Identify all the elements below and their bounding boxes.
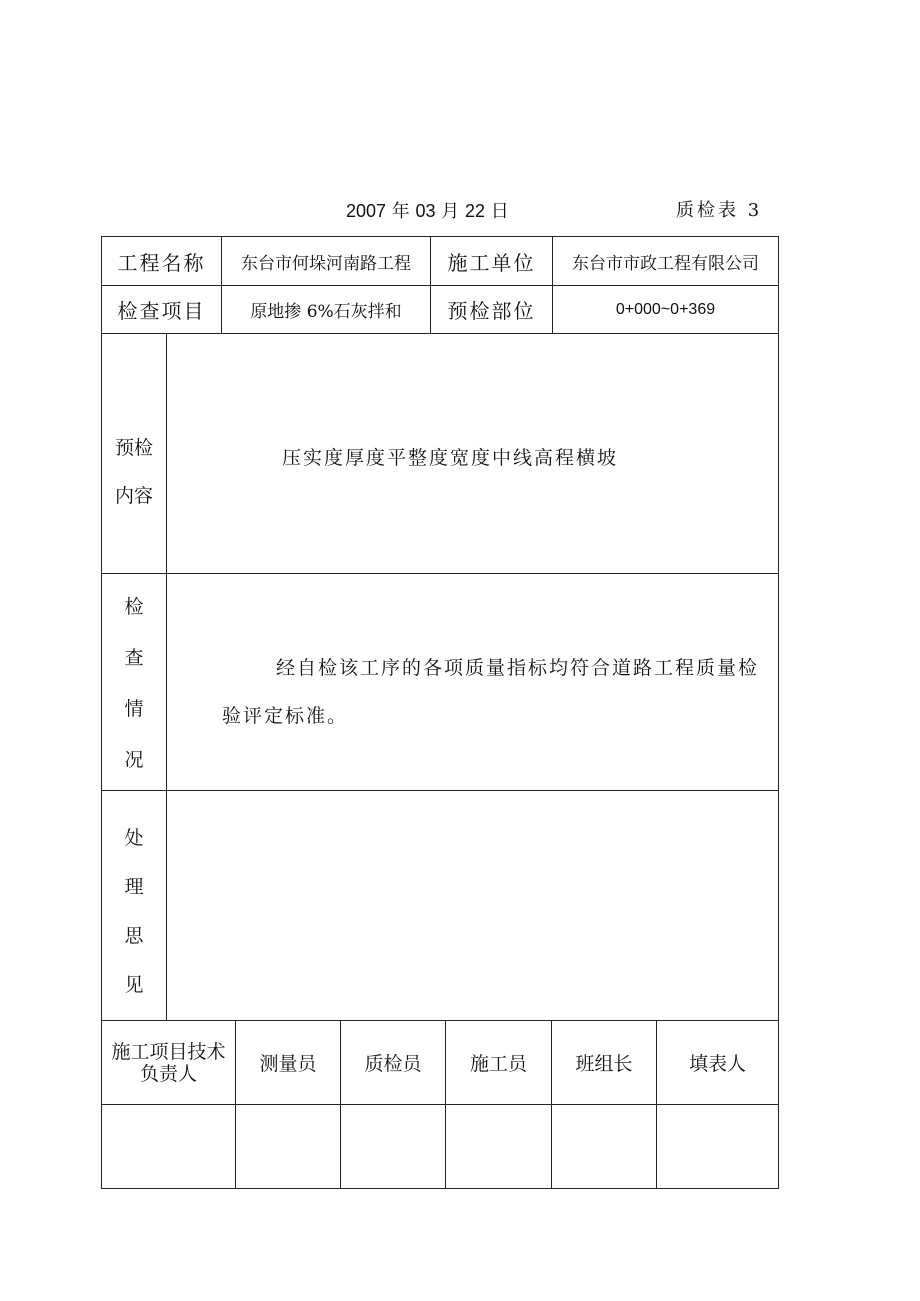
sig-header-constructor: 施工员 bbox=[469, 1053, 527, 1075]
handling-opinion-label: 处 理 思 见 bbox=[124, 827, 144, 996]
handling-opinion-field[interactable] bbox=[167, 791, 778, 1020]
inspection-item-value: 原地掺 6%石灰拌和 bbox=[250, 302, 402, 322]
sig-field-constructor[interactable] bbox=[446, 1105, 551, 1188]
date-year-unit: 年 bbox=[391, 201, 410, 222]
sig-header-form-filler: 填表人 bbox=[688, 1053, 746, 1075]
sig-header-surveyor: 测量员 bbox=[259, 1053, 317, 1075]
project-name-label: 工程名称 bbox=[117, 250, 206, 275]
check-status-line2: 验评定标准。 bbox=[222, 705, 349, 727]
sig-header-tech-lead: 施工项目技术 负责人 bbox=[111, 1040, 226, 1085]
date-year: 2007 bbox=[346, 201, 387, 221]
sig-header-team-leader: 班组长 bbox=[575, 1053, 633, 1075]
date-day: 22 bbox=[465, 201, 486, 221]
sig-field-tech-lead[interactable] bbox=[102, 1105, 235, 1188]
date-month-unit: 月 bbox=[441, 201, 460, 222]
pre-inspection-content: 压实度厚度平整度宽度中线高程横坡 bbox=[282, 447, 619, 469]
sig-field-quality-inspector[interactable] bbox=[341, 1105, 445, 1188]
check-status-line1: 经自检该工序的各项质量指标均符合道路工程质量检 bbox=[276, 657, 760, 679]
pre-inspection-content-label: 预检 内容 bbox=[114, 437, 153, 507]
form-date bbox=[346, 200, 509, 223]
inspection-item-label: 检查项目 bbox=[117, 299, 206, 323]
construction-unit-value: 东台市市政工程有限公司 bbox=[572, 253, 759, 274]
sig-header-quality-inspector: 质检员 bbox=[364, 1053, 422, 1075]
construction-unit-label: 施工单位 bbox=[447, 250, 536, 275]
date-day-unit: 日 bbox=[490, 201, 509, 222]
sig-field-form-filler[interactable] bbox=[657, 1105, 778, 1188]
project-name-value: 东台市何垛河南路工程 bbox=[241, 253, 411, 274]
sig-field-surveyor[interactable] bbox=[236, 1105, 340, 1188]
form-number: 质检表 3 bbox=[676, 200, 763, 221]
sig-field-team-leader[interactable] bbox=[552, 1105, 656, 1188]
pre-inspection-part-value: 0+000~0+369 bbox=[615, 300, 716, 318]
check-status-label: 检 查 情 况 bbox=[124, 596, 144, 771]
pre-inspection-part-label: 预检部位 bbox=[447, 299, 536, 323]
date-month: 03 bbox=[415, 201, 436, 221]
